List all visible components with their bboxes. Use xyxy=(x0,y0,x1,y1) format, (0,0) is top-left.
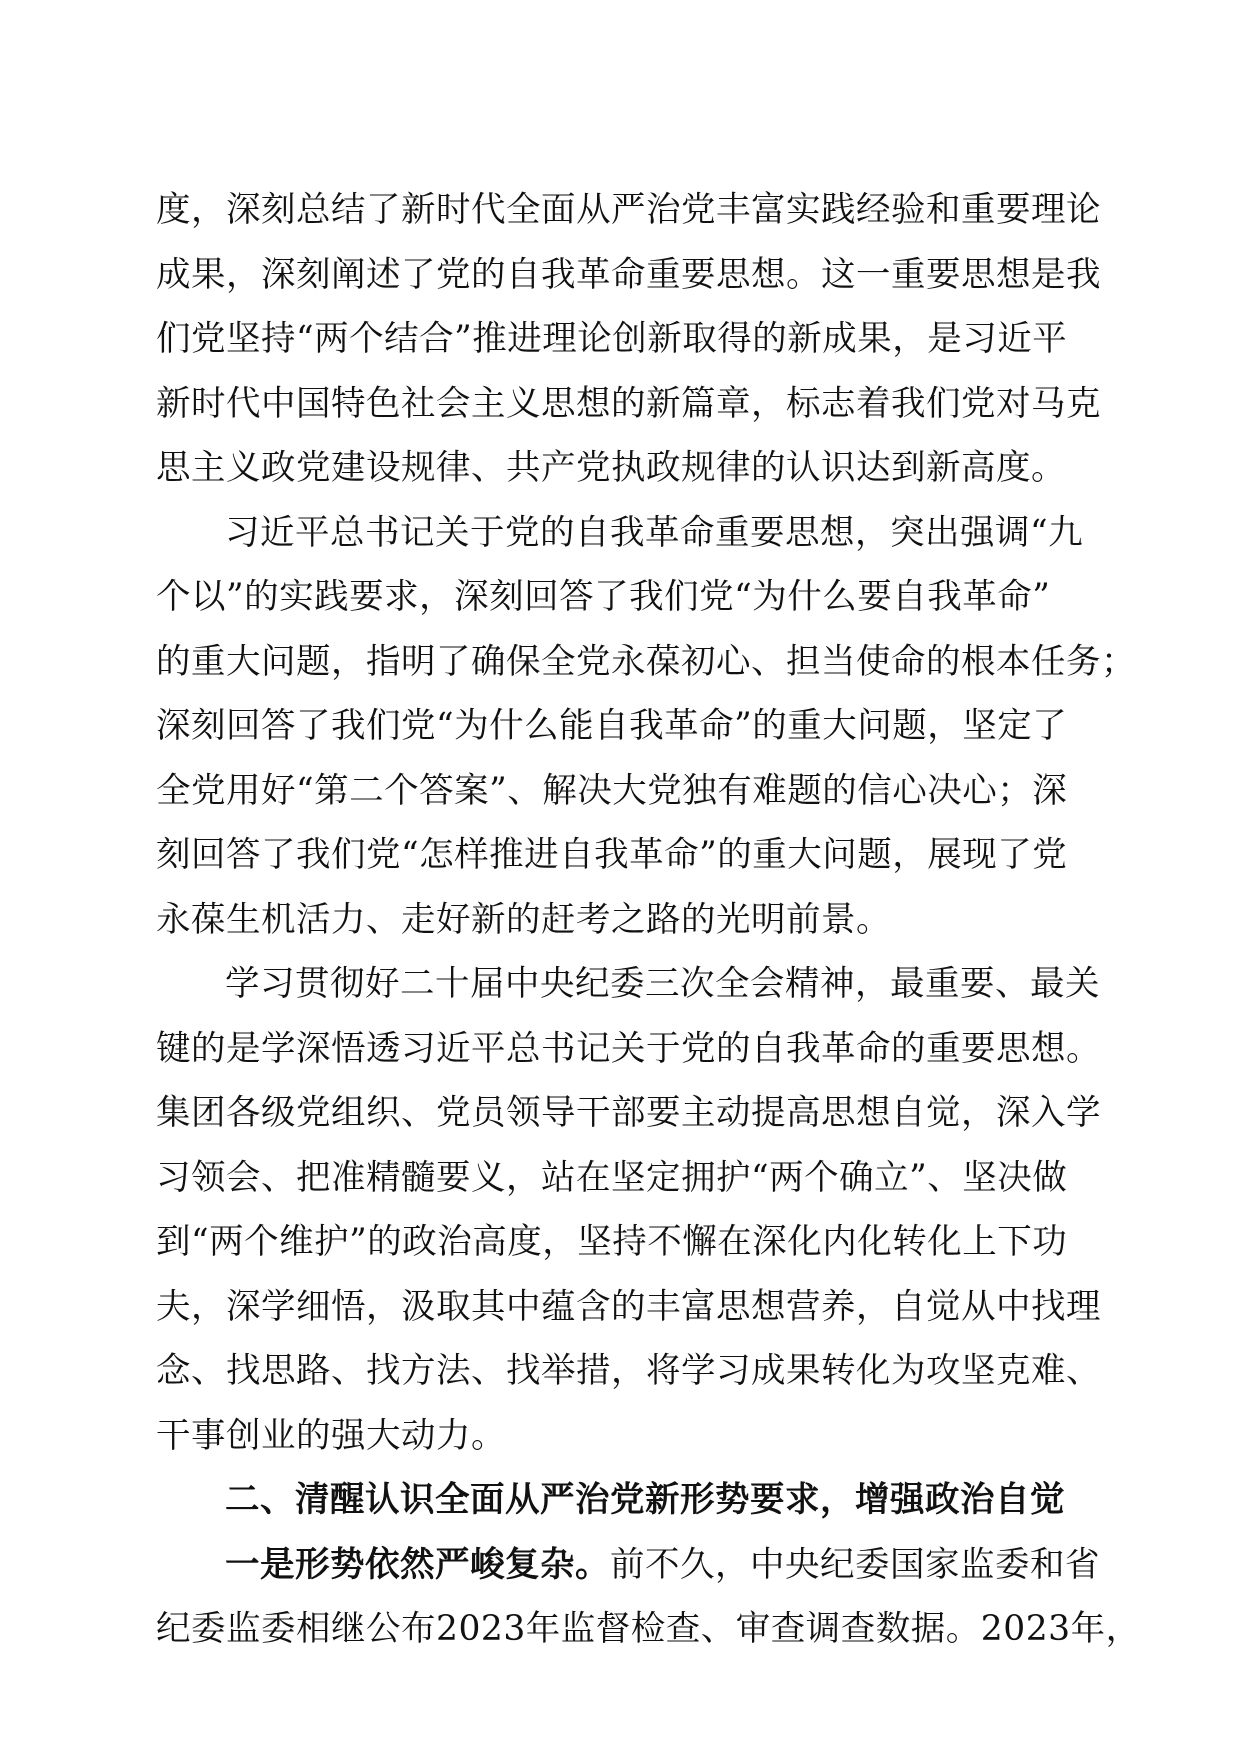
text-line: 念、找思路、找方法、找举措，将学习成果转化为攻坚克难、 xyxy=(156,1351,1101,1391)
lead-continuation: 前不久，中央纪委国家监委和省 xyxy=(610,1544,1100,1585)
text-line: 刻回答了我们党“怎样推进自我革命”的重大问题，展现了党 xyxy=(156,835,1068,875)
lead-phrase: 一是形势依然严峻复杂。 xyxy=(225,1544,610,1585)
text-line: 永葆生机活力、走好新的赶考之路的光明前景。 xyxy=(156,899,891,940)
paragraph-first-line: 学习贯彻好二十届中央纪委三次全会精神，最重要、最关 xyxy=(225,964,1100,1004)
text-line: 习领会、把准精髓要义，站在坚定拥护“两个确立”、坚决做 xyxy=(156,1157,1068,1198)
paragraph-first-line xyxy=(156,1533,1100,1598)
text-line: 们党坚持“两个结合”推进理论创新取得的新成果，是习近平 xyxy=(156,319,1068,359)
text-line: 集团各级党组织、党员领导干部要主动提高思想自觉，深入学 xyxy=(156,1093,1101,1133)
document-body xyxy=(156,178,1141,1662)
text-line: 度，深刻总结了新时代全面从严治党丰富实践经验和重要理论 xyxy=(156,190,1101,230)
text-line: 成果，深刻阐述了党的自我革命重要思想。这一重要思想是我 xyxy=(156,254,1101,295)
text-line: 个以”的实践要求，深刻回答了我们党“为什么要自我革命” xyxy=(156,577,1051,617)
text-line: 思主义政党建设规律、共产党执政规律的认识达到新高度。 xyxy=(156,448,1066,488)
text-line: 键的是学深悟透习近平总书记关于党的自我革命的重要思想。 xyxy=(156,1028,1101,1069)
section-heading: 二、清醒认识全面从严治党新形势要求，增强政治自觉 xyxy=(225,1480,1065,1520)
text-line: 夫，深学细悟，汲取其中蕴含的丰富思想营养，自觉从中找理 xyxy=(156,1286,1101,1327)
text-line: 全党用好“第二个答案”、解决大党独有难题的信心决心；深 xyxy=(156,770,1068,811)
text-line: 新时代中国特色社会主义思想的新篇章，标志着我们党对马克 xyxy=(156,383,1101,424)
text-line: 到“两个维护”的政治高度，坚持不懈在深化内化转化上下功 xyxy=(156,1222,1068,1262)
text-line: 深刻回答了我们党“为什么能自我革命”的重大问题，坚定了 xyxy=(156,706,1068,746)
text-line: 的重大问题，指明了确保全党永葆初心、担当使命的根本任务； xyxy=(156,641,1136,682)
text-line: 纪委监委相继公布2023年监督检查、审查调查数据。2023年， xyxy=(156,1609,1141,1649)
paragraph-first-line: 习近平总书记关于党的自我革命重要思想，突出强调“九 xyxy=(225,512,1084,553)
text-line: 干事创业的强大动力。 xyxy=(156,1415,506,1456)
